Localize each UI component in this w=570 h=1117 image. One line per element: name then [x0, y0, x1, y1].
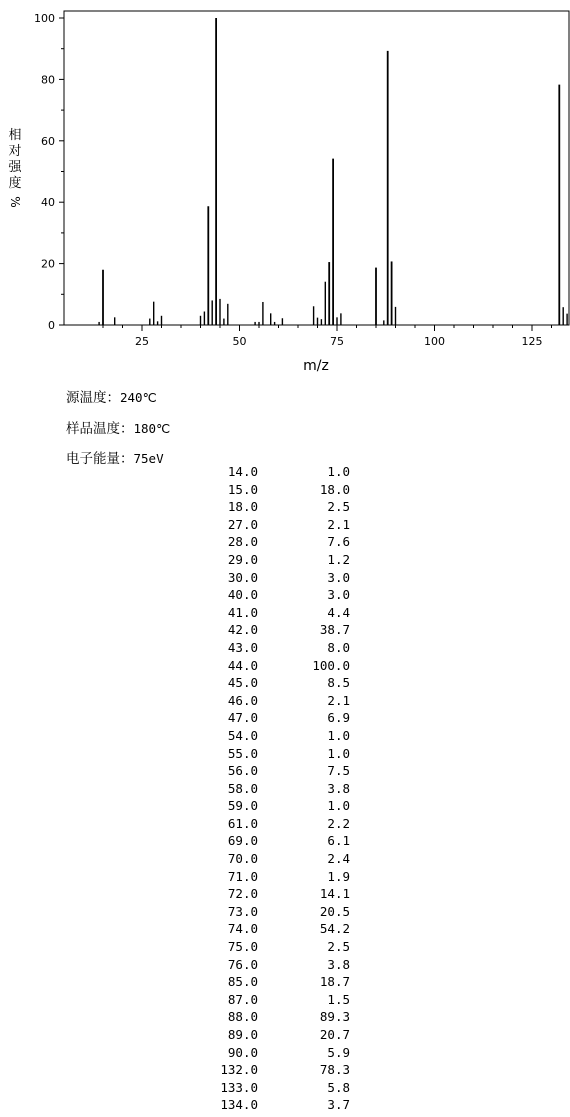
peak-row — [190, 463, 350, 481]
peak-row — [190, 692, 350, 710]
sample-temp-param — [66, 419, 170, 450]
peak-intensity: 14.1 — [319, 886, 350, 902]
peak-intensity: 38.7 — [319, 622, 350, 638]
peak-mz: 76.0 — [227, 956, 258, 972]
peak-row — [190, 551, 350, 569]
peak-row — [190, 727, 350, 745]
peak-mz: 56.0 — [227, 763, 258, 779]
peak-row — [190, 885, 350, 903]
peak-intensity: 20.5 — [319, 903, 350, 919]
peak-row — [190, 1061, 350, 1079]
peak-intensity: 78.3 — [319, 1062, 350, 1078]
source-temp-label: 源温度： — [66, 390, 120, 406]
peak-mz: 59.0 — [227, 798, 258, 814]
peak-intensity: 89.3 — [319, 1009, 350, 1025]
x-tick-label: 25 — [135, 335, 149, 348]
peak-row — [190, 815, 350, 833]
y-tick-label: 100 — [34, 12, 55, 25]
y-tick-label: 40 — [41, 196, 55, 210]
peak-intensity: 2.2 — [327, 815, 350, 831]
peak-mz: 69.0 — [227, 833, 258, 849]
peak-intensity: 6.9 — [327, 710, 350, 726]
peak-row — [190, 516, 350, 534]
peak-row — [190, 762, 350, 780]
peak-mz: 30.0 — [227, 569, 258, 585]
x-tick-label: 75 — [330, 335, 344, 348]
peak-row — [190, 674, 350, 692]
peak-row — [190, 639, 350, 657]
peak-mz: 61.0 — [227, 815, 258, 831]
peak-row — [190, 903, 350, 921]
peak-mz: 46.0 — [227, 692, 258, 708]
peak-intensity: 3.8 — [327, 956, 350, 972]
y-axis-label-char: 度 — [8, 176, 22, 191]
peak-mz: 71.0 — [227, 868, 258, 884]
peak-intensity: 8.5 — [327, 675, 350, 691]
peak-mz: 14.0 — [227, 464, 258, 479]
sample-temp-label: 样品温度： — [66, 420, 134, 437]
peak-mz: 87.0 — [227, 991, 258, 1007]
peak-mz: 132.0 — [220, 1062, 258, 1078]
electron-energy-value: 75eV — [133, 451, 164, 466]
peak-intensity: 4.4 — [327, 604, 350, 620]
instrument-params — [66, 388, 170, 480]
peak-mz: 88.0 — [227, 1009, 258, 1025]
y-tick-label: 0 — [48, 319, 55, 332]
peak-mz: 42.0 — [227, 622, 258, 638]
y-axis-unit: % — [8, 196, 22, 208]
source-temp-value: 240℃ — [120, 390, 157, 405]
peak-intensity: 1.9 — [327, 868, 350, 884]
peak-mz: 89.0 — [227, 1027, 258, 1042]
peak-intensity: 3.8 — [327, 780, 350, 796]
mass-spectrum-chart — [0, 0, 570, 380]
sample-temp-value: 180℃ — [133, 420, 171, 436]
x-tick-label: 100 — [424, 335, 445, 348]
peak-row — [190, 1026, 350, 1044]
peak-mz: 74.0 — [227, 921, 258, 937]
peak-row — [190, 498, 350, 516]
peak-row — [190, 938, 350, 956]
peak-table — [190, 463, 350, 1114]
peak-mz: 43.0 — [227, 639, 258, 655]
peak-row — [190, 709, 350, 727]
peak-mz: 85.0 — [227, 974, 258, 990]
peak-intensity: 18.0 — [319, 481, 350, 497]
peak-mz: 58.0 — [227, 780, 258, 796]
peak-mz: 55.0 — [227, 745, 258, 761]
x-tick-label: 50 — [232, 335, 247, 348]
peak-mz: 40.0 — [227, 587, 258, 603]
y-axis-label-char: 强 — [8, 160, 22, 175]
peak-mz: 70.0 — [227, 851, 258, 867]
peak-mz: 29.0 — [227, 551, 258, 567]
peak-intensity: 6.1 — [327, 833, 350, 849]
y-axis-label — [6, 128, 24, 210]
electron-energy-label: 电子能量： — [66, 451, 134, 467]
peak-intensity: 5.9 — [327, 1044, 350, 1060]
peak-intensity: 20.7 — [319, 1027, 350, 1042]
peak-row — [190, 745, 350, 763]
y-tick-label: 60 — [41, 134, 55, 148]
peak-intensity: 1.0 — [327, 798, 350, 814]
y-axis-label-char: 相 — [8, 128, 22, 143]
peak-intensity: 1.2 — [327, 551, 350, 567]
peak-row — [190, 797, 350, 815]
y-tick-label: 20 — [41, 257, 55, 271]
peak-intensity: 5.8 — [327, 1079, 350, 1095]
peak-row — [190, 1079, 350, 1097]
y-tick-label: 80 — [41, 73, 55, 87]
peak-row — [190, 533, 350, 551]
peak-intensity: 1.0 — [327, 727, 350, 743]
peak-row — [190, 832, 350, 850]
peak-row — [190, 586, 350, 604]
peak-intensity: 1.0 — [327, 464, 350, 479]
peak-mz: 90.0 — [227, 1044, 258, 1060]
peak-row — [190, 780, 350, 798]
peak-row — [190, 569, 350, 587]
peak-intensity: 2.5 — [327, 499, 350, 515]
peak-row — [190, 956, 350, 974]
peak-intensity: 3.0 — [327, 587, 350, 603]
peak-mz: 18.0 — [227, 499, 258, 515]
peak-mz: 44.0 — [227, 657, 258, 673]
peak-row — [190, 850, 350, 868]
peak-intensity: 7.5 — [327, 763, 350, 779]
peak-row — [190, 481, 350, 499]
y-axis-label-char: 对 — [8, 144, 22, 159]
peak-intensity: 3.0 — [327, 569, 350, 585]
plot-frame — [64, 11, 569, 325]
peak-mz: 47.0 — [227, 710, 258, 726]
peak-row — [190, 991, 350, 1009]
peak-row — [190, 920, 350, 938]
peak-intensity: 2.5 — [327, 939, 350, 955]
electron-energy-param — [66, 449, 170, 480]
peak-mz: 41.0 — [227, 604, 258, 620]
peak-row — [190, 1008, 350, 1026]
peak-row — [190, 657, 350, 675]
peak-mz: 15.0 — [227, 481, 258, 497]
peak-mz: 133.0 — [220, 1079, 258, 1095]
peak-intensity: 8.0 — [327, 639, 350, 655]
x-axis-label: m/z — [303, 358, 329, 374]
peak-intensity: 7.6 — [327, 534, 350, 550]
source-temp-param — [66, 388, 170, 419]
peak-intensity: 1.5 — [327, 991, 350, 1007]
peak-mz: 134.0 — [220, 1097, 258, 1113]
x-tick-label: 125 — [521, 335, 543, 348]
peak-row — [190, 1044, 350, 1062]
peak-intensity: 2.4 — [327, 851, 350, 867]
peak-row — [190, 1096, 350, 1114]
peak-row — [190, 621, 350, 639]
peak-intensity: 1.0 — [327, 745, 350, 761]
peak-intensity: 18.7 — [319, 974, 350, 990]
peak-intensity: 2.1 — [327, 516, 350, 532]
peak-mz: 45.0 — [227, 675, 258, 691]
peak-intensity: 100.0 — [312, 657, 350, 673]
peak-mz: 28.0 — [227, 534, 258, 550]
peak-mz: 27.0 — [227, 516, 258, 532]
peak-intensity: 3.7 — [327, 1097, 350, 1113]
peak-mz: 72.0 — [227, 886, 258, 902]
peak-row — [190, 973, 350, 991]
peak-intensity: 54.2 — [319, 921, 350, 937]
peak-row — [190, 604, 350, 622]
peak-mz: 75.0 — [227, 939, 258, 955]
peak-row — [190, 868, 350, 886]
peak-intensity: 2.1 — [327, 692, 350, 708]
peak-mz: 54.0 — [227, 727, 258, 743]
peak-mz: 73.0 — [227, 903, 258, 919]
